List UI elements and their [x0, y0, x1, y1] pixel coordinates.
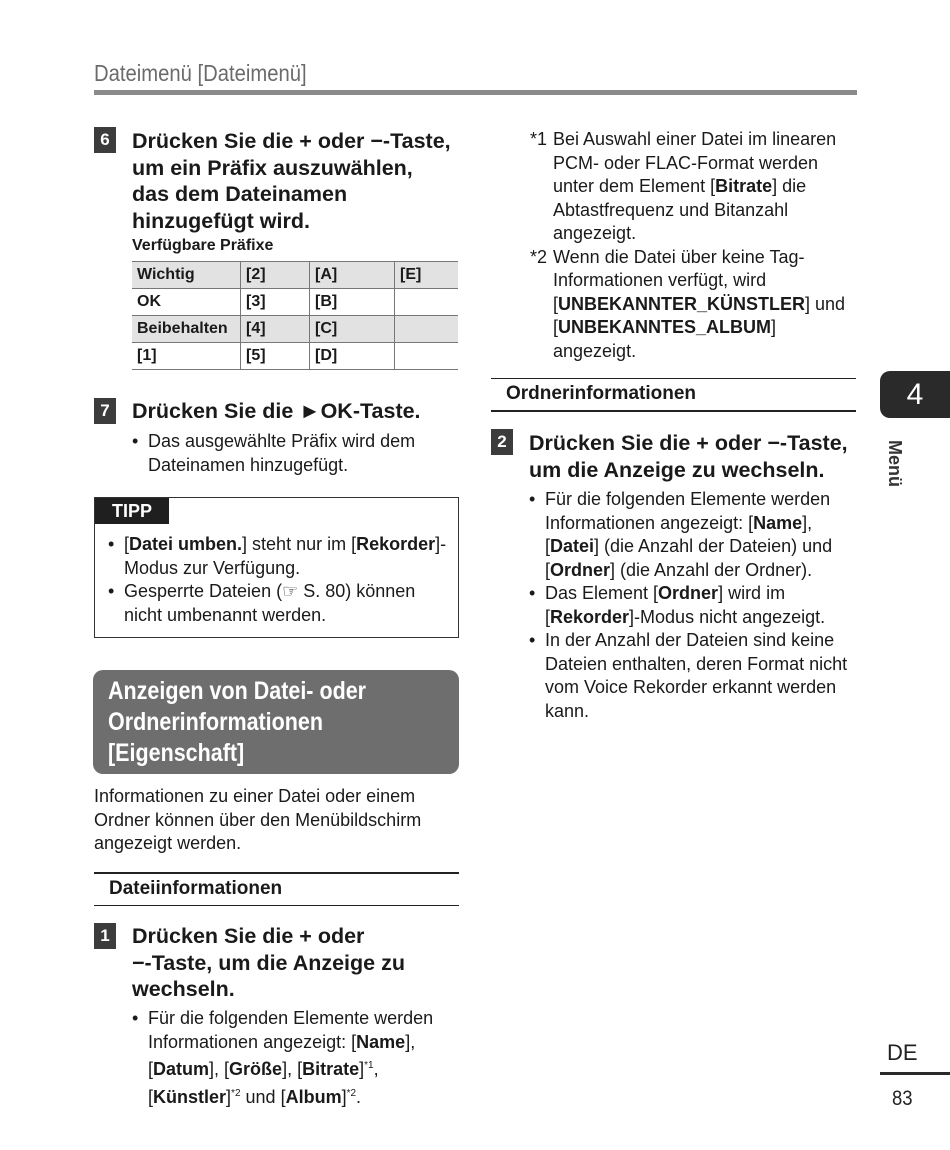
- table-cell: Beibehalten: [132, 316, 241, 343]
- file-info-heading-box: [94, 872, 459, 906]
- page-header-title: Dateimenü [Dateimenü]: [94, 60, 307, 86]
- table-cell: [A]: [310, 262, 395, 289]
- step-1-title-line: Drücken Sie die + oder: [132, 924, 365, 948]
- table-row: [132, 316, 458, 343]
- step-7-bullets: [132, 430, 452, 477]
- section-heading-line: Ordnerinformationen: [108, 708, 324, 736]
- prefix-table: [132, 261, 458, 370]
- page-number: 83: [892, 1087, 913, 1110]
- table-cell: [395, 316, 459, 343]
- step-1-title-line: wechseln.: [132, 977, 235, 1001]
- table-cell: [4]: [241, 316, 310, 343]
- table-cell: [C]: [310, 316, 395, 343]
- section-heading-text: [108, 676, 366, 769]
- table-row: [132, 262, 458, 289]
- header-rule: [94, 90, 857, 95]
- list-item: • In der Anzahl der Dateien sind keine Dateien enthalten, deren Format nicht vom Voice Rekorder erkannt werden kann.: [529, 629, 857, 723]
- footnote-1: *1 Bei Auswahl einer Datei im linearen PCM- oder FLAC-Format werden unter dem Element [Bitrate] die Abtastfrequenz und Bitanzahl angezeigt.: [530, 129, 837, 243]
- table-cell: [5]: [241, 343, 310, 370]
- list-item: • [Datei umben.] steht nur im [Rekorder]-Modus zur Verfügung.: [108, 533, 448, 580]
- folder-info-heading-box: [491, 378, 856, 412]
- table-cell: Wichtig: [132, 262, 241, 289]
- step-2-title-line: um die Anzeige zu wechseln.: [529, 457, 825, 482]
- step-1-title-line: −-Taste, um die Anzeige zu: [132, 950, 405, 975]
- section-intro: Informationen zu einer Datei oder einem Ordner können über den Menübildschirm angezeigt werden.: [94, 786, 422, 853]
- file-info-heading: Dateiinformationen: [109, 878, 283, 899]
- play-ok-icon: ►OK: [299, 399, 353, 423]
- tip-label: TIPP: [95, 498, 169, 524]
- table-cell: [395, 343, 459, 370]
- section-heading-line: Anzeigen von Datei- oder: [108, 677, 367, 705]
- table-cell: [3]: [241, 289, 310, 316]
- step-6-title-line: um ein Präfix auszuwählen,: [132, 155, 413, 180]
- step-number-7: 7: [94, 398, 116, 424]
- section-heading: [93, 670, 459, 774]
- step-1-title: [132, 923, 405, 1003]
- table-cell: [D]: [310, 343, 395, 370]
- list-item: • Für die folgenden Elemente werden Informationen angezeigt: [Name], [Datei] (die Anzahl der Dateien) und [Ordner] (die Anzahl der Ordner).: [529, 488, 857, 582]
- table-cell: [1]: [132, 343, 241, 370]
- tip-bullets: [108, 533, 448, 627]
- step-2-title-line: Drücken Sie die + oder −-Taste,: [529, 431, 848, 455]
- table-cell: OK: [132, 289, 241, 316]
- tip-box: [94, 497, 459, 638]
- list-item: • Für die folgenden Elemente werden Informationen angezeigt: [Name], [Datum], [Größe], [Bitrate]$^{*1}$, [Künstler]$^{*2}$ und [Album]$^{*2}$.: [132, 1007, 458, 1109]
- footnotes: [530, 128, 860, 363]
- chapter-label: Menü: [885, 440, 905, 487]
- folder-info-heading: Ordnerinformationen: [506, 383, 697, 404]
- list-item: • Das ausgewählte Präfix wird dem Dateinamen hinzugefügt.: [132, 430, 452, 477]
- chapter-tab: 4: [880, 371, 950, 418]
- table-row: [132, 289, 458, 316]
- step-7-title-text: Drücken Sie die: [132, 399, 300, 423]
- prefix-table-caption: Verfügbare Präfixe: [132, 237, 274, 254]
- step-number-2: 2: [491, 429, 513, 455]
- step-6-title-line: hinzugefügt wird.: [132, 208, 310, 233]
- section-heading-line: [Eigenschaft]: [108, 739, 245, 767]
- list-item: • Gesperrte Dateien (☞ S. 80) können nicht umbenannt werden.: [108, 580, 448, 627]
- step-6-title-line: das dem Dateinamen: [132, 182, 348, 206]
- step-number-1: 1: [94, 923, 116, 949]
- step-2-title: [529, 430, 848, 483]
- list-item: • Das Element [Ordner] wird im [Rekorder]-Modus nicht angezeigt.: [529, 582, 857, 629]
- step-1-bullets: [132, 1007, 458, 1109]
- step-7-title-text: -Taste.: [352, 399, 421, 423]
- table-cell: [2]: [241, 262, 310, 289]
- step-7-title: [132, 398, 421, 425]
- table-cell: [B]: [310, 289, 395, 316]
- step-2-bullets: [529, 488, 857, 723]
- language-label: DE: [887, 1040, 918, 1065]
- step-number-6: 6: [94, 127, 116, 153]
- table-cell: [395, 289, 459, 316]
- step-6-title-line: Drücken Sie die + oder −-Taste,: [132, 129, 451, 153]
- footnote-2: *2 Wenn die Datei über keine Tag-Informationen verfügt, wird [UNBEKANNTER_KÜNSTLER] und [UNBEKANNTES_ALBUM] angezeigt.: [530, 246, 846, 361]
- table-row: [132, 343, 458, 370]
- table-cell: [E]: [395, 262, 459, 289]
- language-rule: [880, 1072, 950, 1075]
- step-6-title: [132, 128, 451, 234]
